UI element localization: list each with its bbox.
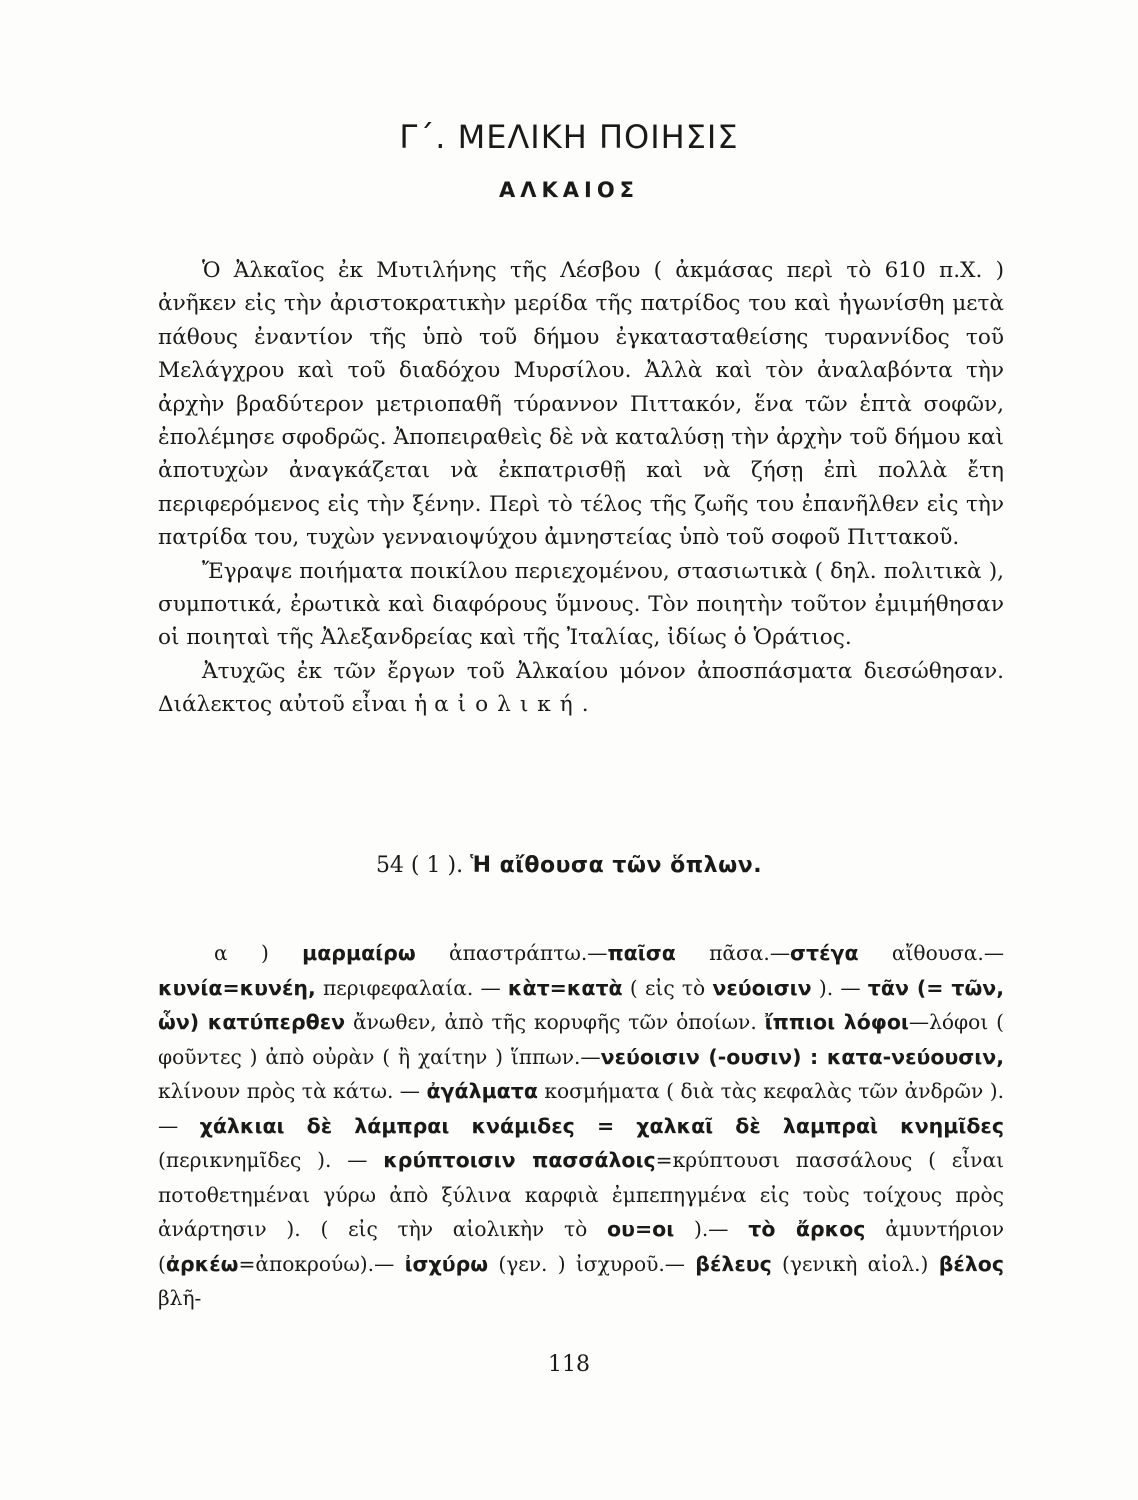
gloss-text: πᾶσα.— xyxy=(675,941,791,965)
gloss-text: =κρύπτουσι πασσάλους ( εἶναι ποτοθετημέναι γύρω ἀπὸ ξύλινα καρφιὰ ἐμπεπηγμένα εἰς τοὺς τοίχους πρὸς ἀνάρτησιν ). ( εἰς τὴν αἰολικὴν τὸ xyxy=(158,1148,1004,1241)
gloss-term: παῖσα xyxy=(607,941,676,965)
gloss-term: στέγα xyxy=(790,941,859,965)
gloss-text: βλῆ- xyxy=(158,1286,202,1310)
gloss-term: βέλευς xyxy=(695,1251,772,1276)
gloss-text: κλίνουν πρὸς τὰ κάτω. — xyxy=(158,1079,427,1103)
gloss-text: (γενικὴ αἰολ.) xyxy=(771,1251,939,1276)
gloss-term: τᾶν (= τῶν, ὧν) κατύπερθεν xyxy=(158,975,1005,1034)
gloss-term: νεύοισιν xyxy=(712,975,812,1000)
gloss-text: α ) xyxy=(214,941,303,965)
intro-paragraph-3-end: . xyxy=(581,692,589,718)
gloss-term: κρύπτοισιν πασσάλοις xyxy=(383,1148,656,1172)
gloss-text: περιφεφαλαία. — xyxy=(315,975,508,1000)
gloss-term: κὰτ=κατὰ xyxy=(507,975,623,1000)
gloss-term: ἀγάλματα xyxy=(426,1079,538,1103)
gloss-text: ).— xyxy=(674,1217,749,1241)
poem-title: Ἡ αἴθουσα τῶν ὅπλων. xyxy=(470,853,763,878)
gloss-text: κοσμήματα ( διὰ τὰς κεφαλὰς τῶν ἀνδρῶν ). — xyxy=(158,1079,1005,1138)
gloss-text: ( εἰς τὸ xyxy=(622,975,713,1000)
gloss-term: ἴππιοι λόφοι xyxy=(764,1010,909,1034)
poem-heading xyxy=(0,853,1138,878)
page-number: 118 xyxy=(548,1352,590,1377)
gloss-text: ἀμυντήριον ( xyxy=(158,1217,1004,1276)
section-title: Γ΄. ΜΕΛΙΚΗ ΠΟΙΗΣΙΣ xyxy=(399,118,739,156)
gloss-text: αἴθουσα.— xyxy=(858,941,1005,965)
gloss-text: ἄνωθεν, ἀπὸ τῆς κορυφῆς τῶν ὁποίων. xyxy=(345,1010,765,1034)
gloss-text: (γεν. ) ἰσχυροῦ.— xyxy=(488,1251,696,1276)
gloss-text: ). — xyxy=(811,975,868,1000)
gloss-term: βέλος xyxy=(938,1251,1004,1276)
gloss-text: ἀπαστράπτω.— xyxy=(415,941,608,965)
gloss-term: κυνία=κυνέη, xyxy=(158,975,316,1000)
gloss-text: (περικνημῖδες ). — xyxy=(158,1148,384,1172)
author-heading: ΑΛΚΑΙΟΣ xyxy=(498,178,640,202)
gloss-text: =ἀποκρούω).— xyxy=(238,1251,405,1276)
gloss-term: χάλκιαι δὲ λάμπραι κνάμιδες = χαλκαῖ δὲ λαμπραὶ κνημῖδες xyxy=(199,1113,1004,1138)
poem-number: 54 ( 1 ). xyxy=(375,853,464,878)
gloss-term: ἰσχύρω xyxy=(404,1251,489,1276)
gloss-term: νεύοισιν (-ουσιν) : κατα-νεύουσιν, xyxy=(600,1044,1004,1069)
intro-paragraph-3-text: Ἀτυχῶς ἐκ τῶν ἔργων τοῦ Ἀλκαίου μόνον ἀποσπάσματα διεσώθησαν. Διάλεκτος αὐτοῦ εἶναι ἡ xyxy=(158,658,1004,718)
intro-paragraph-2: Ἔγραψε ποιήματα ποικίλου περιεχομένου, στασιωτικὰ ( δηλ. πολιτικὰ ), συμποτικά, ἐρωτικὰ καὶ διαφόρους ὕμνους. Τὸν ποιητὴν τοῦτον ἐμιμήθησαν οἱ ποιηταὶ τῆς Ἀλεξανδρείας καὶ τῆς Ἰταλίας, ἰδίως ὁ Ὁράτιος. xyxy=(158,558,1004,651)
intro-paragraph-1: Ὁ Ἀλκαῖος ἐκ Μυτιλήνης τῆς Λέσβου ( ἀκμάσας περὶ τὸ 610 π.Χ. ) ἀνῆκεν εἰς τὴν ἀριστοκρατικὴν μερίδα τῆς πατρίδος του καὶ ἠγωνίσθη μετὰ πάθους ἐναντίον τῆς ὑπὸ τοῦ δήμου ἐγκατασταθείσης τυραννίδος τοῦ Μελάγχρου καὶ τοῦ διαδόχου Μυρσίλου. Ἀλλὰ καὶ τὸν ἀναλαβόντα τὴν ἀρχὴν βραδύτερον μετριοπαθῆ τύραννον Πιττακόν, ἕνα τῶν ἑπτὰ σοφῶν, ἐπολέμησε σφοδρῶς. Ἀποπειραθεὶς δὲ νὰ καταλύσῃ τὴν ἀρχὴν τοῦ δήμου καὶ ἀποτυχὼν ἀναγκάζεται νὰ ἐκπατρισθῇ καὶ νὰ ζήσῃ ἐπὶ πολλὰ ἔτη περιφερόμενος εἰς τὴν ξένην. Περὶ τὸ τέλος τῆς ζωῆς του ἐπανῆλθεν εἰς τὴν πατρίδα του, τυχὼν γενναιοψύχου ἀμνηστείας ὑπὸ τοῦ σοφοῦ Πιττακοῦ. xyxy=(158,258,1004,551)
gloss-term: ου=οι xyxy=(607,1217,675,1241)
gloss-term: μαρμαίρω xyxy=(302,941,416,965)
glossary-notes xyxy=(158,936,1004,1316)
gloss-text: —λόφοι ( φοῦντες ) ἀπὸ οὐρὰν ( ἢ χαίτην ) ἵππων.— xyxy=(158,1010,1005,1069)
dialect-name: αἰολική xyxy=(434,692,582,718)
intro-paragraph-3 xyxy=(158,655,1004,722)
gloss-term: ἀρκέω xyxy=(165,1251,239,1276)
intro-text xyxy=(158,254,1004,722)
gloss-term: τὸ ἄρκος xyxy=(748,1217,866,1241)
